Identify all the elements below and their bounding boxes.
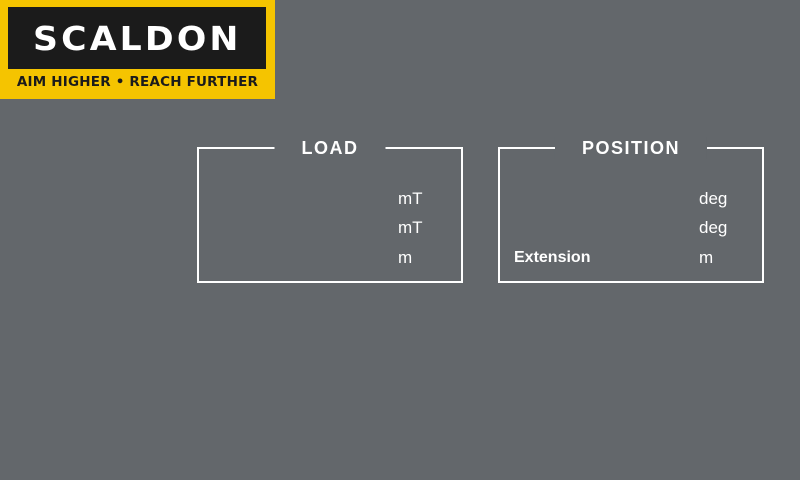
- load-panel: [197, 138, 463, 283]
- position-row: [500, 217, 762, 239]
- load-row: [199, 217, 461, 239]
- load-row-unit: mT: [398, 218, 423, 237]
- load-row-unit: m: [398, 248, 413, 267]
- position-row: [500, 188, 762, 210]
- position-panel: [498, 138, 764, 283]
- position-row-unit: deg: [699, 218, 728, 237]
- load-row: [199, 247, 461, 269]
- logo-tagline: AIM HIGHER • REACH FURTHER: [16, 74, 259, 90]
- position-row-unit: deg: [699, 189, 728, 208]
- position-panel-title: POSITION: [555, 137, 707, 159]
- position-row-unit: m: [699, 248, 714, 267]
- scaldon-logo: [0, 0, 275, 99]
- logo-wordmark-box: [8, 7, 266, 69]
- load-row: [199, 188, 461, 210]
- position-row-label: Extension: [514, 249, 591, 266]
- load-panel-title: LOAD: [275, 137, 386, 159]
- load-row-unit: mT: [398, 189, 423, 208]
- logo-wordmark: SCALDON: [32, 18, 242, 58]
- position-row: [500, 247, 762, 269]
